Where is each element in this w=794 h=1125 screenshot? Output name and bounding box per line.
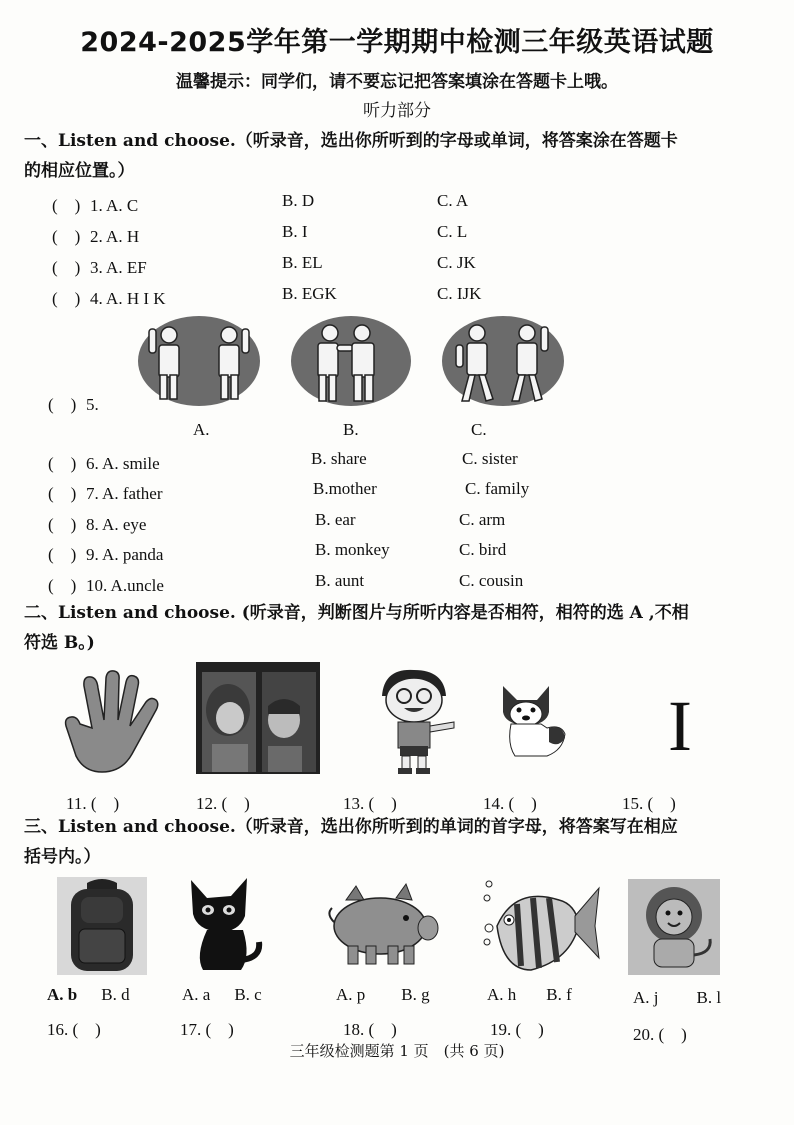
q17-options	[182, 985, 262, 1005]
option-b: B. D	[282, 191, 315, 210]
option-a: 8. A. eye	[86, 515, 147, 534]
question-row	[52, 253, 147, 278]
q5-label-a: A.	[193, 420, 210, 439]
answer-bracket[interactable]: ( )	[48, 395, 77, 414]
answer-bracket[interactable]: ( )	[52, 258, 81, 277]
option-c: C. L	[437, 222, 468, 241]
option-a: 3. A. EF	[90, 258, 147, 277]
question-row	[48, 449, 160, 474]
section2-heading-line1: 二、Listen and choose. (听录音，判断图片与所听内容是否相符，相符的选 A ,不相	[24, 603, 689, 623]
answer-bracket[interactable]: ( )	[48, 545, 77, 564]
item-19[interactable]: 19. ( )	[490, 1020, 544, 1039]
option-b[interactable]: B. f	[546, 985, 572, 1004]
q19-options	[487, 985, 572, 1005]
dog-picture	[497, 684, 571, 760]
fish-picture	[481, 874, 601, 978]
q5-image-a-two-people-waving	[137, 315, 261, 407]
q16-options	[47, 985, 130, 1005]
answer-bracket[interactable]: ( )	[48, 484, 77, 503]
option-a: 6. A. smile	[86, 454, 160, 473]
item-16[interactable]: 16. ( )	[47, 1020, 101, 1039]
answer-bracket[interactable]: ( )	[52, 289, 81, 308]
option-a: 4. A. H I K	[90, 289, 166, 308]
page-title: 2024-2025学年第一学期期中检测三年级英语试题	[80, 27, 714, 58]
option-c: C. bird	[459, 540, 507, 559]
option-b: B. EGK	[282, 284, 337, 303]
cat-picture	[185, 876, 265, 974]
item-12[interactable]: 12. ( )	[196, 794, 250, 813]
option-c: C. JK	[437, 253, 476, 272]
question-number: 5.	[86, 395, 99, 414]
option-c: C. sister	[462, 449, 518, 468]
q5-label-b: B.	[343, 420, 359, 439]
question-row	[48, 479, 162, 504]
option-c: C. cousin	[459, 571, 524, 590]
girl-and-boy-picture	[196, 662, 320, 774]
item-17[interactable]: 17. ( )	[180, 1020, 234, 1039]
option-c: C. A	[437, 191, 469, 210]
option-b: B.mother	[313, 479, 377, 498]
question-row	[48, 540, 163, 565]
option-c: C. arm	[459, 510, 506, 529]
q20-options	[633, 988, 721, 1008]
section2-heading-line2: 符选 B。)	[24, 633, 95, 653]
section1-heading	[24, 126, 678, 186]
section2-heading	[24, 598, 689, 658]
option-b[interactable]: B. l	[696, 988, 722, 1007]
option-a: 7. A. father	[86, 484, 163, 503]
pig-picture	[326, 880, 442, 968]
backpack-picture	[57, 877, 147, 975]
option-b[interactable]: B. c	[234, 985, 262, 1004]
option-b: B. share	[311, 449, 367, 468]
answer-bracket[interactable]: ( )	[52, 196, 81, 215]
question-row-5	[48, 390, 99, 415]
reminder-tip: 温馨提示：同学们，请不要忘记把答案填涂在答题卡上哦。	[176, 72, 618, 92]
section3-heading-line1: 三、Listen and choose.（听录音，选出你所听到的单词的首字母，将答案写在相应	[24, 817, 678, 837]
q5-label-c: C.	[471, 420, 487, 439]
boy-with-glasses-picture	[370, 666, 460, 776]
answer-bracket[interactable]: ( )	[48, 515, 77, 534]
q5-image-c-two-people-walking	[441, 315, 565, 407]
question-row	[52, 222, 139, 247]
q18-options	[336, 985, 430, 1005]
section1-heading-line2: 的相应位置。）	[24, 161, 135, 181]
option-b: B. aunt	[315, 571, 365, 590]
option-c: C. family	[465, 479, 530, 498]
item-14[interactable]: 14. ( )	[483, 794, 537, 813]
option-a: 1. A. C	[90, 196, 139, 215]
option-a: 2. A. H	[90, 227, 140, 246]
option-b[interactable]: B. g	[401, 985, 430, 1004]
option-a[interactable]: A. p	[336, 985, 366, 1004]
hand-picture	[62, 668, 162, 776]
section-subtitle: 听力部分	[363, 101, 431, 121]
page-footer: 三年级检测题第 1 页 (共 6 页)	[289, 1042, 505, 1060]
option-a[interactable]: A. b	[47, 985, 78, 1004]
item-13[interactable]: 13. ( )	[343, 794, 397, 813]
option-a[interactable]: A. h	[487, 985, 517, 1004]
question-row	[52, 191, 138, 216]
option-a[interactable]: A. j	[633, 988, 659, 1007]
item-20[interactable]: 20. ( )	[633, 1025, 687, 1044]
option-b[interactable]: B. d	[101, 985, 130, 1004]
item-11[interactable]: 11. ( )	[66, 794, 120, 813]
option-c: C. IJK	[437, 284, 482, 303]
item-15[interactable]: 15. ( )	[622, 794, 676, 813]
option-a[interactable]: A. a	[182, 985, 211, 1004]
question-row	[52, 284, 166, 309]
option-b: B. I	[282, 222, 308, 241]
letter-card-i: I	[668, 686, 692, 766]
question-row	[48, 510, 146, 535]
answer-bracket[interactable]: ( )	[52, 227, 81, 246]
question-row	[48, 571, 164, 596]
answer-bracket[interactable]: ( )	[48, 576, 77, 595]
section1-heading-line1: 一、Listen and choose.（听录音，选出你所听到的字母或单词，将答案涂在答题卡	[24, 131, 678, 151]
option-b: B. monkey	[315, 540, 390, 559]
option-b: B. ear	[315, 510, 356, 529]
section3-heading-line2: 括号内。）	[24, 847, 101, 867]
option-a: 10. A.uncle	[86, 576, 164, 595]
lion-picture	[628, 879, 720, 975]
answer-bracket[interactable]: ( )	[48, 454, 77, 473]
item-18[interactable]: 18. ( )	[343, 1020, 397, 1039]
q5-image-b-two-people-meeting	[290, 315, 412, 407]
option-a: 9. A. panda	[86, 545, 164, 564]
option-b: B. EL	[282, 253, 323, 272]
section3-heading	[24, 812, 678, 872]
